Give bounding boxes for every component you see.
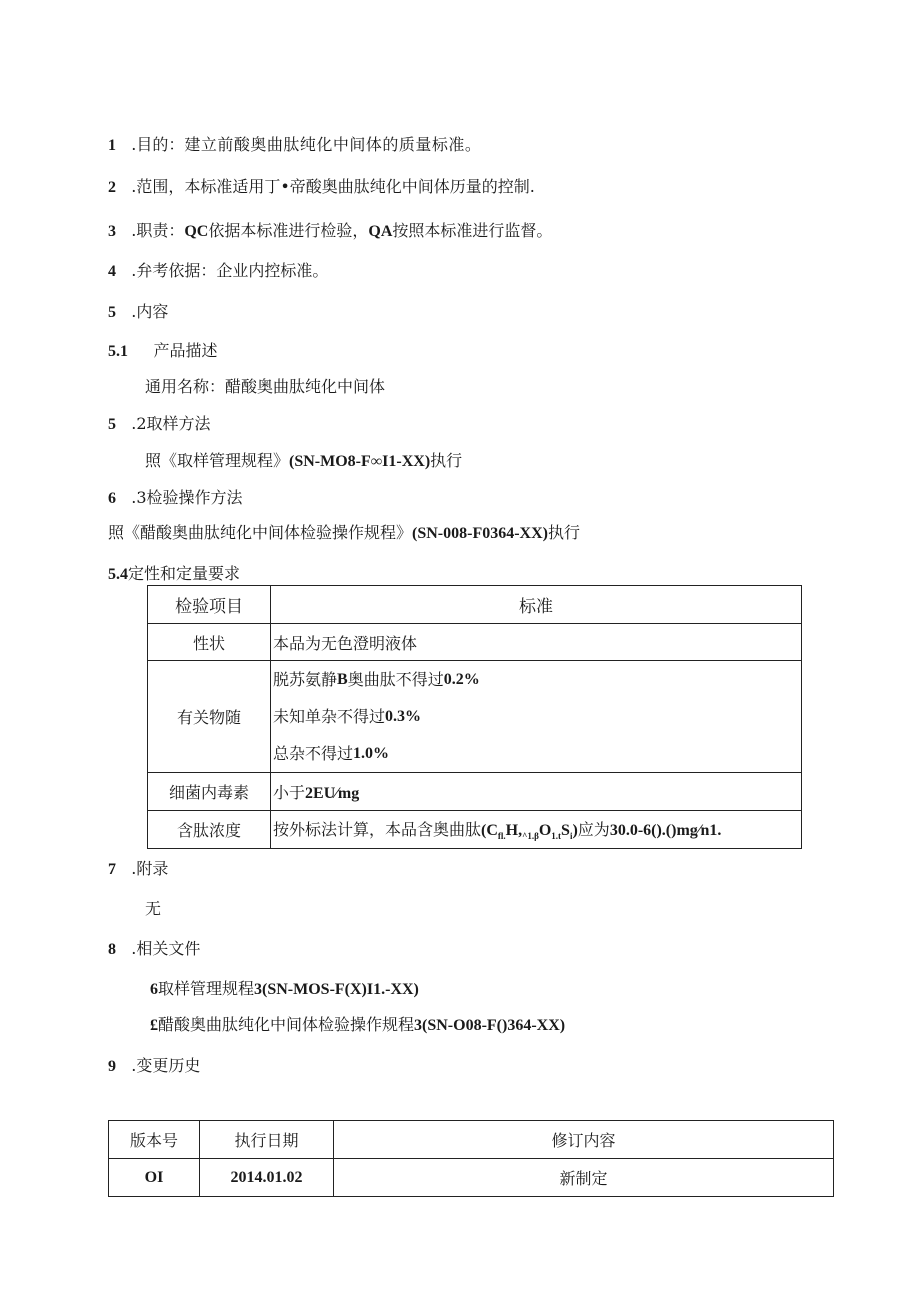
related-file-1: 6取样管理规程3(SN-MOS-F(X)I1.-XX)	[150, 979, 419, 998]
item-peptide-concentration: 含肽浓度	[148, 811, 271, 849]
header-version: 版本号	[109, 1121, 200, 1159]
table-row	[148, 586, 802, 624]
standard-appearance: 本品为无色澄明液体	[271, 624, 802, 661]
table-row	[109, 1121, 834, 1159]
section-5-4: 5.4定性和定量要求	[108, 564, 241, 583]
impurity-line: 总杂不得过 1.0%	[273, 743, 390, 763]
item-appearance: 性状	[148, 624, 271, 661]
table-row	[148, 661, 802, 773]
sampling-ref: 照《取样管理规程》(SN-MO8-F∞I1-XX)执行	[145, 451, 463, 470]
test-method-ref: 照《醋酸奥曲肽纯化中间体检验操作规程》(SN-008-F0364-XX)执行	[108, 523, 581, 542]
item-endotoxin: 细菌内毒素	[148, 773, 271, 811]
section-4: 4 .弁考依据：企业内控标准。	[108, 261, 329, 280]
header-standard: 标准	[271, 586, 802, 624]
section-8: 8 .相关文件	[108, 939, 201, 958]
section-5-2: 5 .2取样方法	[108, 414, 211, 433]
cell-date: 2014.01.02	[200, 1159, 334, 1197]
section-3: 3 .职责：QC依据本标准进行检验，QA按照本标准进行监督。	[108, 221, 553, 240]
section-2: 2 .范围，本标准适用丁•帝酸奥曲肽纯化中间体历量的控制.	[108, 177, 535, 196]
cell-content: 新制定	[334, 1159, 834, 1197]
related-file-2: £醋酸奥曲肽纯化中间体检验操作规程3(SN-O08-F()364-XX)	[150, 1015, 566, 1034]
section-5-1: 5.1 产品描述	[108, 341, 218, 360]
table-row	[148, 624, 802, 661]
standard-peptide-concentration: 按外标法计算，本品含奥曲肽$(C_{fl.}H,_{\^{}1.\beta}O_{1.t}S_i)$应为30.0-6().()mg⁄n1.	[271, 811, 802, 849]
spec-table	[147, 585, 802, 849]
section-5: 5 .内容	[108, 302, 169, 321]
header-date: 执行日期	[200, 1121, 334, 1159]
section-7: 7 .附录	[108, 859, 169, 878]
table-row	[109, 1159, 834, 1197]
standard-endotoxin: 小于2EU⁄mg	[271, 773, 802, 811]
header-item: 检验项目	[148, 586, 271, 624]
section-9: 9 .变更历史	[108, 1056, 201, 1075]
impurity-line: 未知单杂不得过 0.3%	[273, 706, 422, 726]
table-row	[148, 773, 802, 811]
item-related-substances: 有关物随	[148, 661, 271, 773]
table-row	[148, 811, 802, 849]
appendix-content: 无	[145, 899, 162, 918]
cell-version: OI	[109, 1159, 200, 1197]
section-1: 1 .目的：建立前酸奥曲肽纯化中间体的质量标准。	[108, 135, 482, 154]
standard-related-substances	[271, 661, 802, 773]
impurity-line: 脱苏氨静 B 奥曲肽不得过 0.2%	[273, 669, 480, 689]
header-content: 修订内容	[334, 1121, 834, 1159]
change-history-table	[108, 1120, 834, 1197]
section-5-3: 6 .3检验操作方法	[108, 488, 243, 507]
generic-name: 通用名称：醋酸奥曲肽纯化中间体	[145, 377, 386, 396]
